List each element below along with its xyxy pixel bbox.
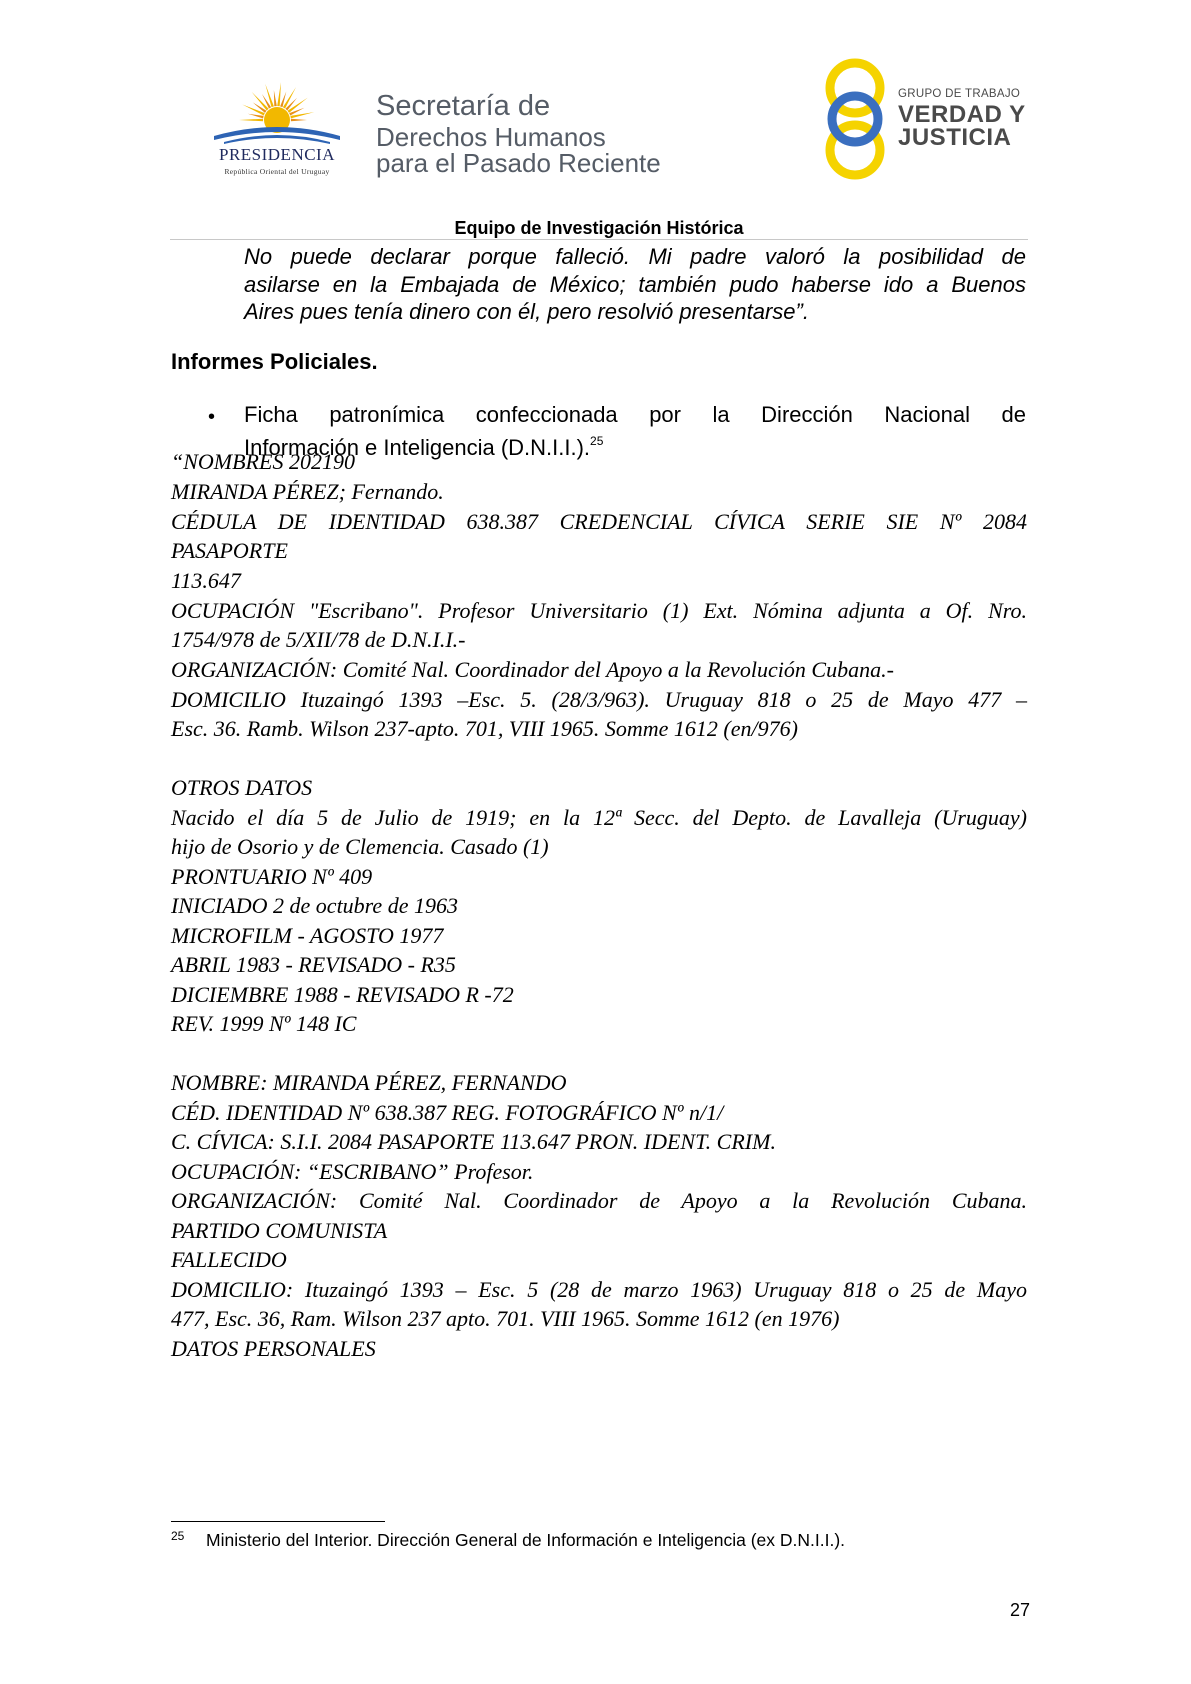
presidencia-label: PRESIDENCIA: [218, 145, 335, 164]
presidencia-subtitle: República Oriental del Uruguay: [224, 167, 330, 176]
record-line: DICIEMBRE 1988 - REVISADO R -72: [171, 982, 514, 1007]
record-line: 113.647: [171, 568, 241, 593]
section-title: Informes Policiales.: [171, 349, 378, 374]
header-divider: [170, 239, 1028, 240]
grupo-trabajo-label: GRUPO DE TRABAJO: [898, 88, 1021, 100]
quote-line: asilarse en la Embajada de México; también pudo haberse ido a Buenos: [244, 271, 1026, 297]
record-line: FALLECIDO: [171, 1247, 287, 1272]
record-line: CÉDULA DE IDENTIDAD 638.387 CREDENCIAL CÍVICA SERIE SIE Nº 2084: [171, 509, 1027, 534]
bullet-icon: •: [208, 406, 216, 428]
record-line: MIRANDA PÉREZ; Fernando.: [171, 479, 444, 504]
record-line: OCUPACIÓN "Escribano". Profesor Universitario (1) Ext. Nómina adjunta a Of. Nro.: [171, 598, 1027, 623]
quote-line: Aires pues tenía dinero con él, pero resolvió presentarse”.: [244, 299, 809, 324]
sun-ray: [265, 84, 274, 107]
sun-ray: [242, 105, 264, 116]
record-line: PARTIDO COMUNISTA: [171, 1218, 388, 1243]
record-line: MICROFILM - AGOSTO 1977: [171, 923, 444, 948]
sun-ray: [277, 82, 281, 106]
record-line: DOMICILIO Ituzaingó 1393 –Esc. 5. (28/3/963). Uruguay 818 o 25 de Mayo 477 –: [171, 687, 1027, 712]
page-number: 27: [1009, 1600, 1030, 1620]
testimony-quote: [244, 243, 1026, 326]
record-line: Nacido el día 5 de Julio de 1919; en la 12ª Secc. del Depto. de Lavalleja (Uruguay): [171, 805, 1027, 830]
record-line: “NOMBRES 202190: [171, 449, 355, 474]
record-line: 1754/978 de 5/XII/78 de D.N.I.I.-: [171, 627, 466, 652]
quote-line: No puede declarar porque falleció. Mi padre valoró la posibilidad de: [244, 244, 1026, 269]
record-line: DATOS PERSONALES: [171, 1336, 376, 1361]
record-line: PASAPORTE: [171, 538, 288, 563]
sun-ray: [248, 114, 264, 119]
record-line: hijo de Osorio y de Clemencia. Casado (1): [171, 834, 549, 859]
team-heading: Equipo de Investigación Histórica: [454, 218, 744, 238]
sun-ray: [291, 119, 307, 122]
record-line: ORGANIZACIÓN: Comité Nal. Coordinador del Apoyo a la Revolución Cubana.-: [171, 657, 894, 682]
footnote-number: 25: [171, 1529, 185, 1543]
record-line: CÉD. IDENTIDAD Nº 638.387 REG. FOTOGRÁFICO Nº n/1/: [171, 1100, 724, 1125]
record-line: INICIADO 2 de octubre de 1963: [171, 893, 458, 918]
footnote-text: Ministerio del Interior. Dirección General de Información e Inteligencia (ex D.N.I.I.).: [206, 1530, 846, 1550]
bullet-text-line2-body: Información e Inteligencia (D.N.I.I.).: [244, 435, 591, 460]
record-line: ABRIL 1983 - REVISADO - R35: [171, 952, 456, 977]
footnote-divider: [171, 1521, 385, 1522]
record-line: PRONTUARIO Nº 409: [171, 864, 373, 889]
record-line: REV. 1999 Nº 148 IC: [171, 1011, 357, 1036]
record-line: C. CÍVICA: S.I.I. 2084 PASAPORTE 113.647 PRON. IDENT. CRIM.: [171, 1129, 776, 1154]
record-line: ORGANIZACIÓN: Comité Nal. Coordinador de Apoyo a la Revolución Cubana.: [171, 1188, 1027, 1213]
justicia-label: JUSTICIA: [898, 124, 1012, 151]
record-line: OCUPACIÓN: “ESCRIBANO” Profesor.: [171, 1159, 534, 1184]
footnote-reference: 25: [590, 434, 604, 448]
sun-ray: [239, 119, 263, 122]
record-line: 477, Esc. 36, Ram. Wilson 237 apto. 701. VIII 1965. Somme 1612 (en 1976): [171, 1306, 840, 1331]
sun-ray: [274, 90, 277, 106]
secretaria-title-line3: para el Pasado Reciente: [376, 148, 661, 178]
record-line: Esc. 36. Ramb. Wilson 237-apto. 701, VIII 1965. Somme 1612 (en/976): [171, 716, 798, 741]
secretaria-title-line1: Secretaría de: [376, 90, 551, 122]
secretaria-title-line2: Derechos Humanos: [376, 122, 606, 152]
record-line: NOMBRE: MIRANDA PÉREZ, FERNANDO: [171, 1070, 567, 1095]
record-line: DOMICILIO: Ituzaingó 1393 – Esc. 5 (28 de marzo 1963) Uruguay 818 o 25 de Mayo: [171, 1277, 1027, 1302]
bullet-text-line1: Ficha patronímica confeccionada por la Dirección Nacional de: [244, 402, 1026, 427]
verdad-justicia-rings-logo: [820, 58, 890, 180]
verdad-label: VERDAD Y: [898, 101, 1026, 128]
record-line: OTROS DATOS: [171, 775, 313, 800]
